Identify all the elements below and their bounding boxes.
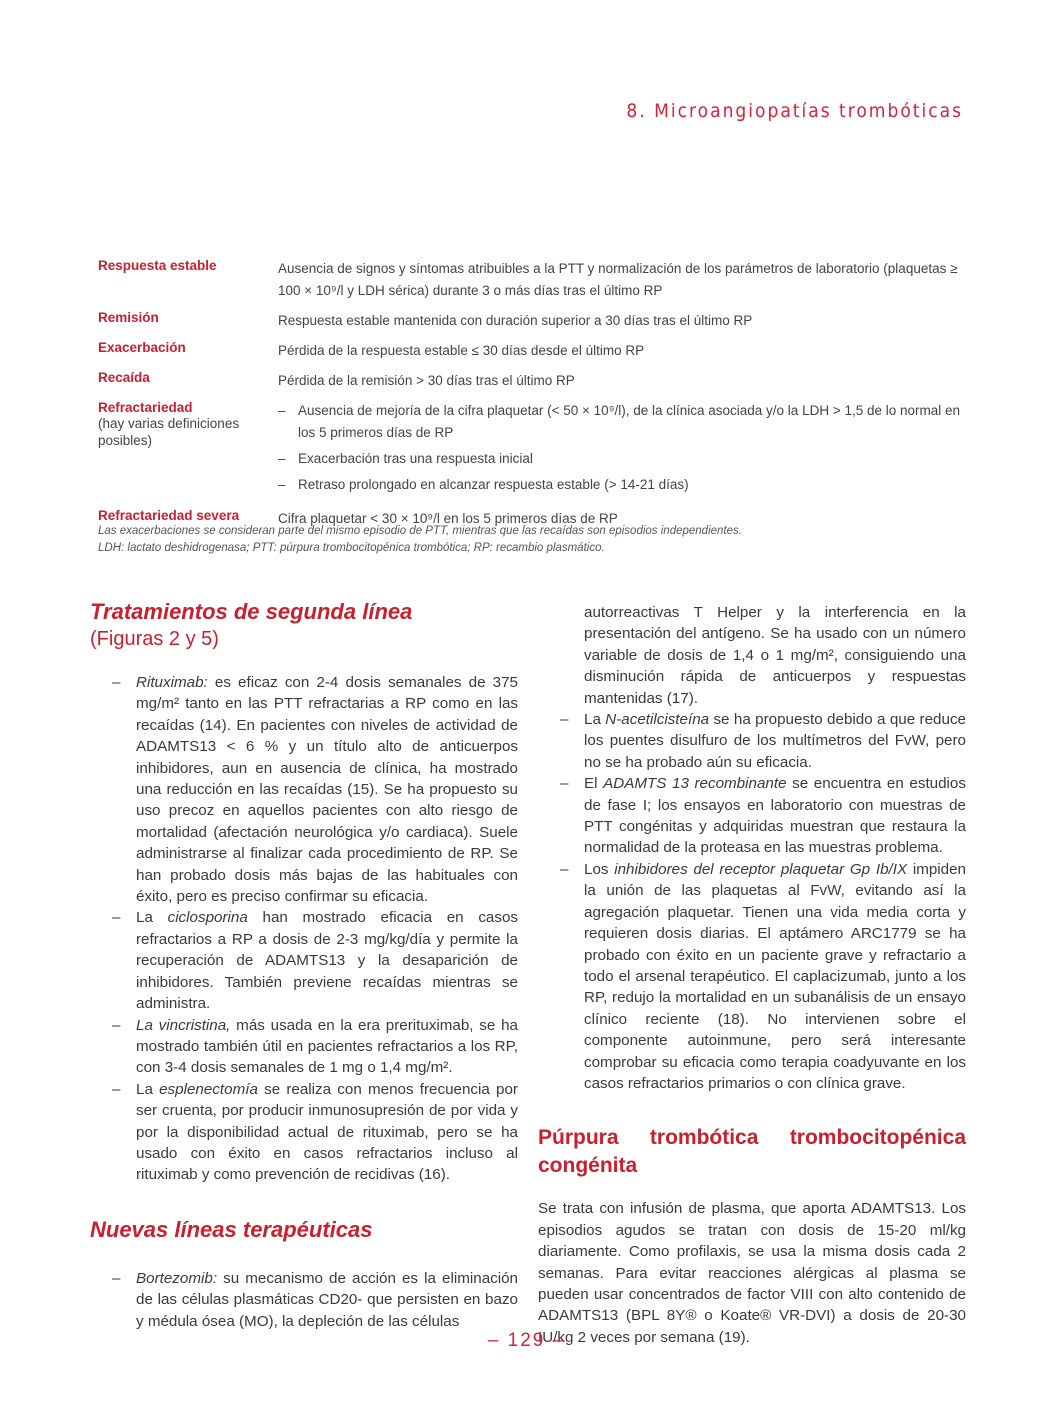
table-row xyxy=(98,258,966,302)
right-column xyxy=(538,602,966,1348)
chapter-header: 8. Microangiopatías trombóticas xyxy=(626,100,963,122)
list-item: – La vincristina, más usada en la era prerituximab, se ha mostrado también útil en pacientes refractarios a los RP, con 3-4 dosis semanales de 1 mg o 1,4 mg/m². xyxy=(90,1015,518,1079)
table-row xyxy=(98,310,966,332)
section-heading: Tratamientos de segunda línea xyxy=(90,599,413,624)
term: Refractariedad severa xyxy=(98,508,240,523)
list-item: – La N-acetilcisteína se ha propuesto debido a que reduce los puentes disulfuro de los multímetros del FvW, pero no se ha probado aún su eficacia. xyxy=(538,709,966,773)
list-item: – Retraso prolongado en alcanzar respuesta estable (> 14-21 días) xyxy=(278,474,966,496)
section-heading: Nuevas líneas terapéuticas xyxy=(90,1216,373,1242)
term: Remisión xyxy=(98,310,159,325)
term: Exacerbación xyxy=(98,340,186,355)
definition xyxy=(278,400,966,500)
page-number: – 129 – xyxy=(487,1330,566,1351)
definition: Pérdida de la remisión > 30 días tras el último RP xyxy=(278,373,575,388)
definitions-table xyxy=(98,258,966,538)
section-subheading: (Figuras 2 y 5) xyxy=(90,628,219,650)
term-block xyxy=(98,400,278,500)
note: Las exacerbaciones se consideran parte del mismo episodio de PTT, mientras que las recaídas son episodios independientes. xyxy=(98,525,742,537)
list-item: – Bortezomib: su mecanismo de acción es la eliminación de las células plasmáticas CD20- que persisten en bazo y médula ósea (MO), la depleción de las células xyxy=(90,1268,518,1332)
note: LDH: lactato deshidrogenasa; PTT: púrpura trombocitopénica trombótica; RP: recambio plasmático. xyxy=(98,542,605,554)
paragraph: autorreactivas T Helper y la interferencia en la presentación del antígeno. Se ha usado con un número variable de dosis de 1,4 o 1 mg/m², consiguiendo una disminución rápida de anticuerpos y respuestas mantenidas (17). xyxy=(584,604,966,707)
list-item: – Ausencia de mejoría de la cifra plaquetar (< 50 × 10⁹/l), de la clínica asociada y/o la LDH > 1,5 de lo normal en los 5 primeros días de RP xyxy=(278,400,966,444)
definition: Cifra plaquetar < 30 × 10⁹/l en los 5 primeros días de RP xyxy=(278,511,618,526)
list-item: – La ciclosporina han mostrado eficacia en casos refractarios a RP a dosis de 2-3 mg/kg/día y permite la recuperación de ADAMTS13 y la desaparición de inhibidores. También previene recaídas mientras se administra. xyxy=(90,907,518,1014)
subterm: (hay varias definiciones posibles) xyxy=(98,416,240,448)
term: Respuesta estable xyxy=(98,258,217,273)
table-row xyxy=(98,340,966,362)
list-item: – Rituximab: es eficaz con 2-4 dosis semanales de 375 mg/m² tanto en las PTT refractarias a RP como en las recaídas (14). En pacientes con niveles de actividad de ADAMTS13 < 6 % y un título alto de anticuerpos inhibidores, aun en ausencia de clínica, ha mostrado una reducción en las recaídas (15). Se ha propuesto su uso precoz en aquellos pacientes con alto riesgo de mortalidad (afectación neurológica y/o cardiaca). Suele administrarse al finalizar cada procedimiento de RP. Se han probado dosis más bajas de las habituales con éxito, pero es preciso confirmar su eficacia. xyxy=(90,672,518,907)
definition: Ausencia de signos y síntomas atribuibles a la PTT y normalización de los parámetros de laboratorio (plaquetas ≥ 100 × 10⁹/l y LDH sérica) durante 3 o más días tras el último RP xyxy=(278,261,958,298)
paragraph: Se trata con infusión de plasma, que aporta ADAMTS13. Los episodios agudos se tratan con dosis de 15-20 ml/kg diariamente. Como profilaxis, se usa la misma dosis cada 2 semanas. Para evitar reacciones alérgicas al plasma se pueden usar concentrados de factor VIII con alto contenido de ADAMTS13 (BPL 8Y® o Koate® VR-DVI) a dosis de 20-30 IU/kg 2 veces por semana (19). xyxy=(538,1200,966,1346)
list-item: – El ADAMTS 13 recombinante se encuentra en estudios de fase I; los ensayos en laboratorio con muestras de PTT congénitas y adquiridas muestran que restaura la normalidad de la proteasa en las muestras problema. xyxy=(538,773,966,859)
definition: Respuesta estable mantenida con duración superior a 30 días tras el último RP xyxy=(278,313,753,328)
table-notes xyxy=(98,523,742,557)
table-row xyxy=(98,400,966,500)
list-item: – Los inhibidores del receptor plaquetar Gp Ib/IX impiden la unión de las plaquetas al FvW, evitando así la agregación plaquetar. Tienen una vida media corta y requieren dosis diarias. El aptámero ARC1779 se ha probado con éxito en un paciente grave y refractario a todo el arsenal terapéutico. El caplacizumab, junto a los RP, redujo la mortalidad en un subanálisis de un ensayo clínico reciente (18). No intervienen sobre el componente autoinmune, pero será interesante comprobar su eficacia como terapia coadyuvante en los casos refractarios primarios o con clínica grave. xyxy=(538,859,966,1094)
left-column xyxy=(90,598,518,1332)
list-item: – Exacerbación tras una respuesta inicial xyxy=(278,448,966,470)
term: Recaída xyxy=(98,370,150,385)
list-item: – La esplenectomía se realiza con menos frecuencia por ser cruenta, por producir inmunosupresión de por vida y por la disponibilidad actual de rituximab, pero se ha usado con éxito en casos refractarios incluso al rituximab y como prevención de recidivas (16). xyxy=(90,1079,518,1186)
definition: Pérdida de la respuesta estable ≤ 30 días desde el último RP xyxy=(278,343,645,358)
table-row xyxy=(98,370,966,392)
term: Refractariedad xyxy=(98,400,193,415)
section-heading: Púrpura trombótica trombocitopénica congénita xyxy=(538,1126,966,1178)
